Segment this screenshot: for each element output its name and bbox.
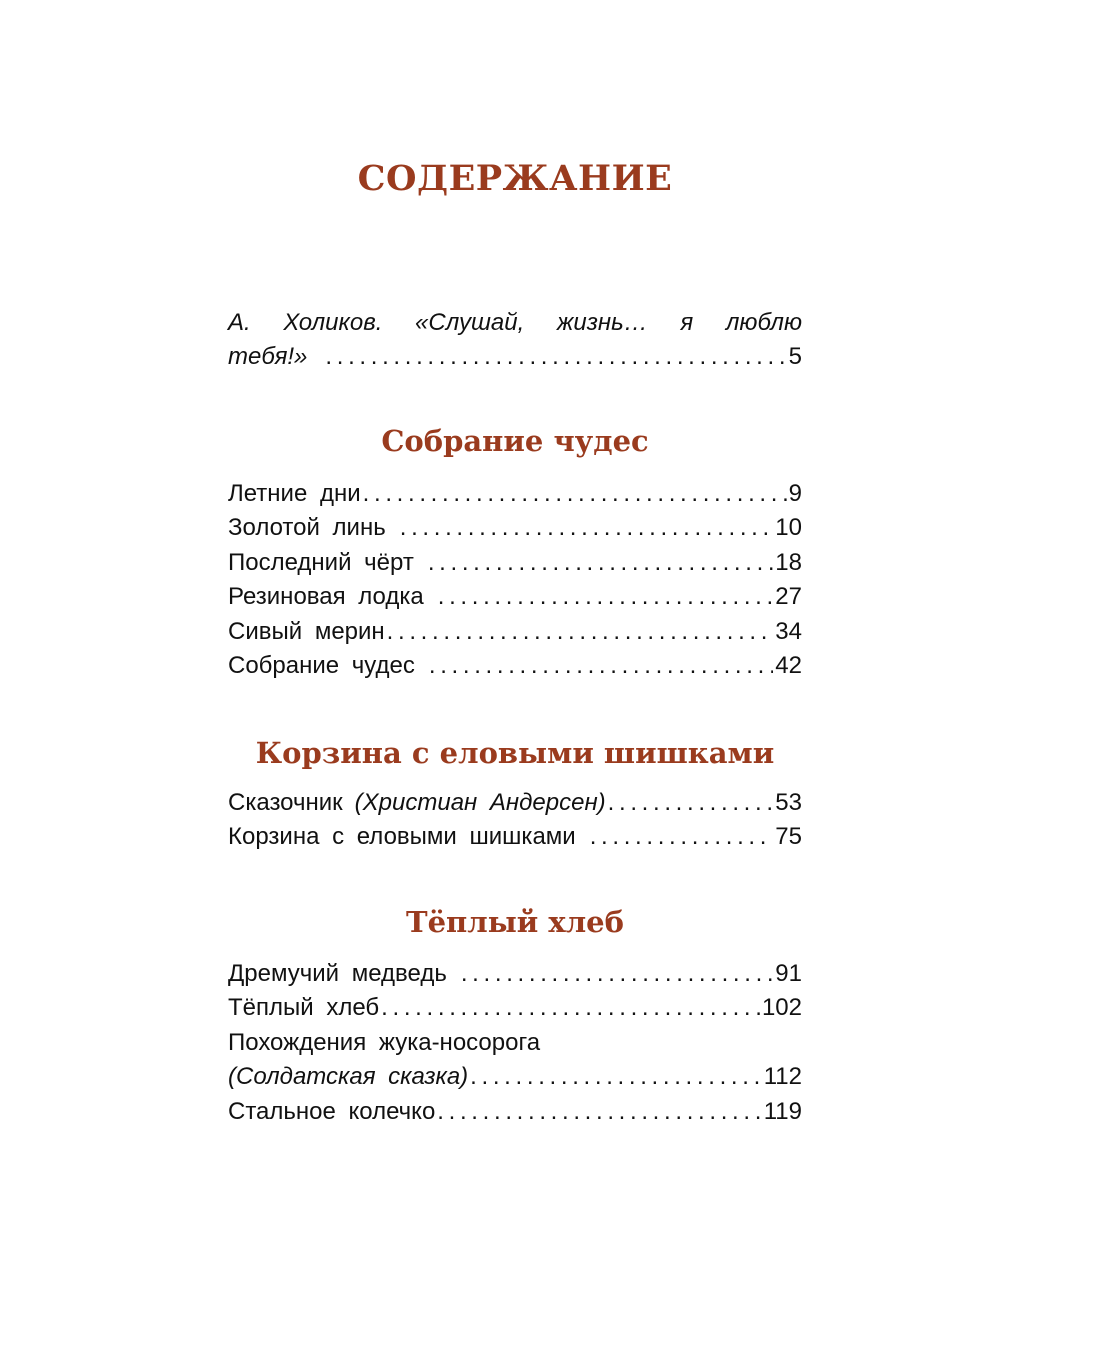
- entry-title: Корзина с еловыми шишками: [228, 823, 576, 851]
- toc-intro-entry[interactable]: [228, 309, 802, 378]
- entry-subtitle: (Солдатская сказка): [228, 1063, 469, 1091]
- page-number: 42: [775, 651, 802, 679]
- toc-section-1: [228, 480, 802, 686]
- leader-dots: [325, 343, 786, 371]
- leader-dots: [381, 994, 760, 1022]
- page-number: 5: [788, 343, 802, 371]
- entry-title: Стальное колечко: [228, 1097, 436, 1125]
- intro-word: А.: [228, 309, 251, 336]
- entry-title: Собрание чудес: [228, 651, 415, 679]
- leader-dots: [428, 549, 773, 577]
- toc-entry[interactable]: [228, 789, 802, 823]
- intro-word: я: [680, 309, 694, 336]
- entry-title: Резиновая лодка: [228, 583, 424, 611]
- toc-entry[interactable]: [228, 823, 802, 857]
- page-number: 91: [775, 960, 802, 987]
- intro-word: «Слушай,: [415, 309, 525, 336]
- leader-dots: [437, 1098, 761, 1126]
- page-title: СОДЕРЖАНИЕ: [357, 158, 673, 199]
- leader-dots: [429, 652, 773, 680]
- toc-entry[interactable]: [228, 549, 802, 583]
- intro-word: Холиков.: [283, 309, 383, 336]
- leader-dots: [590, 823, 774, 851]
- toc-entry[interactable]: [228, 1098, 802, 1132]
- intro-line-2: [228, 343, 802, 377]
- entry-title: Летние дни: [228, 480, 361, 507]
- entry-title: Золотой линь: [228, 514, 386, 542]
- page-number: 75: [775, 823, 802, 851]
- page-number: 9: [788, 480, 802, 507]
- page-number: 34: [775, 617, 802, 645]
- toc-entry[interactable]: [228, 1063, 802, 1097]
- page-number: 102: [761, 994, 802, 1022]
- toc-entry[interactable]: [228, 583, 802, 617]
- toc-entry[interactable]: [228, 960, 802, 994]
- leader-dots: [387, 618, 774, 646]
- page-number: 119: [763, 1097, 802, 1125]
- intro-title-end: тебя!»: [228, 343, 308, 371]
- page-number: 27: [775, 583, 802, 611]
- intro-word: люблю: [725, 309, 802, 336]
- leader-dots: [470, 1063, 762, 1091]
- entry-title: Дремучий медведь: [228, 960, 447, 987]
- intro-line-1: [228, 309, 802, 343]
- entry-title: Сказочник: [228, 789, 343, 816]
- toc-entry[interactable]: [228, 618, 802, 652]
- page-number: 53: [775, 789, 802, 816]
- intro-word: жизнь…: [556, 309, 648, 336]
- leader-dots: [438, 583, 774, 611]
- leader-dots: [461, 960, 773, 988]
- section-heading-teplyi-khleb: Тёплый хлеб: [406, 905, 624, 939]
- entry-title: Сивый мерин: [228, 617, 385, 645]
- page-number: 112: [763, 1063, 802, 1091]
- toc-section-3: [228, 960, 802, 1132]
- entry-title: Последний чёрт: [228, 548, 414, 576]
- entry-subtitle: (Христиан Андерсен): [354, 789, 606, 816]
- toc-entry[interactable]: [228, 994, 802, 1028]
- toc-section-2: [228, 789, 802, 858]
- section-heading-korzina: Корзина с еловыми шишками: [255, 736, 775, 770]
- leader-dots: [363, 480, 787, 508]
- page-number: 18: [775, 548, 802, 576]
- page-number: 10: [775, 514, 802, 542]
- toc-entry[interactable]: [228, 514, 802, 548]
- toc-entry[interactable]: [228, 480, 802, 514]
- entry-title: Похождения жука-носорога: [228, 1028, 541, 1056]
- toc-entry[interactable]: [228, 652, 802, 686]
- toc-entry-title-line[interactable]: [228, 1029, 802, 1063]
- section-heading-sobranie-chudes: Собрание чудес: [381, 424, 649, 458]
- leader-dots: [400, 514, 774, 542]
- entry-title: Тёплый хлеб: [228, 994, 380, 1022]
- leader-dots: [608, 789, 774, 817]
